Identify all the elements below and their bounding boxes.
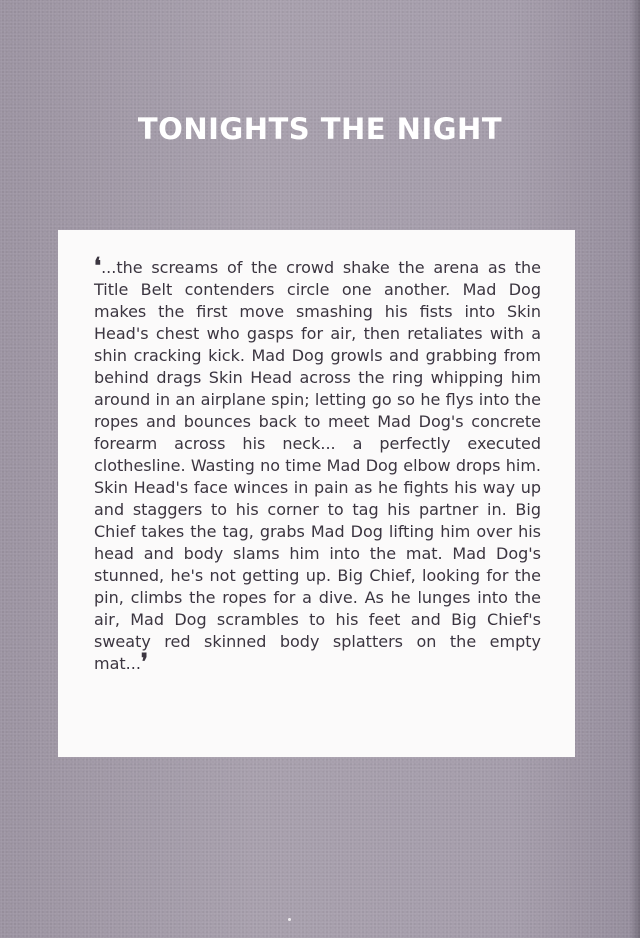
page-dot	[288, 918, 291, 921]
story-paragraph	[94, 253, 541, 675]
close-quote-mark: ❜	[140, 649, 149, 675]
story-box	[58, 230, 575, 757]
story-body: ...the screams of the crowd shake the arena as the Title Belt contenders circle one another. Mad Dog makes the first move smashing his fists into Skin Head's chest who gasps for air, then retaliates with a shin cracking kick. Mad Dog growls and grabbing from behind drags Skin Head across the ring whipping him around in an airplane spin; letting go so he flys into the ropes and bounces back to meet Mad Dog's concrete forearm across his neck... a perfectly executed clothesline. Wasting no time Mad Dog elbow drops him. Skin Head's face winces in pain as he fights his way up and staggers to his corner to tag his partner in. Big Chief takes the tag, grabs Mad Dog lifting him over his head and body slams him into the mat. Mad Dog's stunned, he's not getting up. Big Chief, looking for the pin, climbs the ropes for a dive. As he lunges into the air, Mad Dog scrambles to his feet and Big Chief's sweaty red skinned body splatters on the empty mat...	[94, 258, 541, 673]
page-title: TONIGHTS THE NIGHT	[137, 112, 503, 146]
open-quote-mark: ❛	[94, 253, 102, 279]
